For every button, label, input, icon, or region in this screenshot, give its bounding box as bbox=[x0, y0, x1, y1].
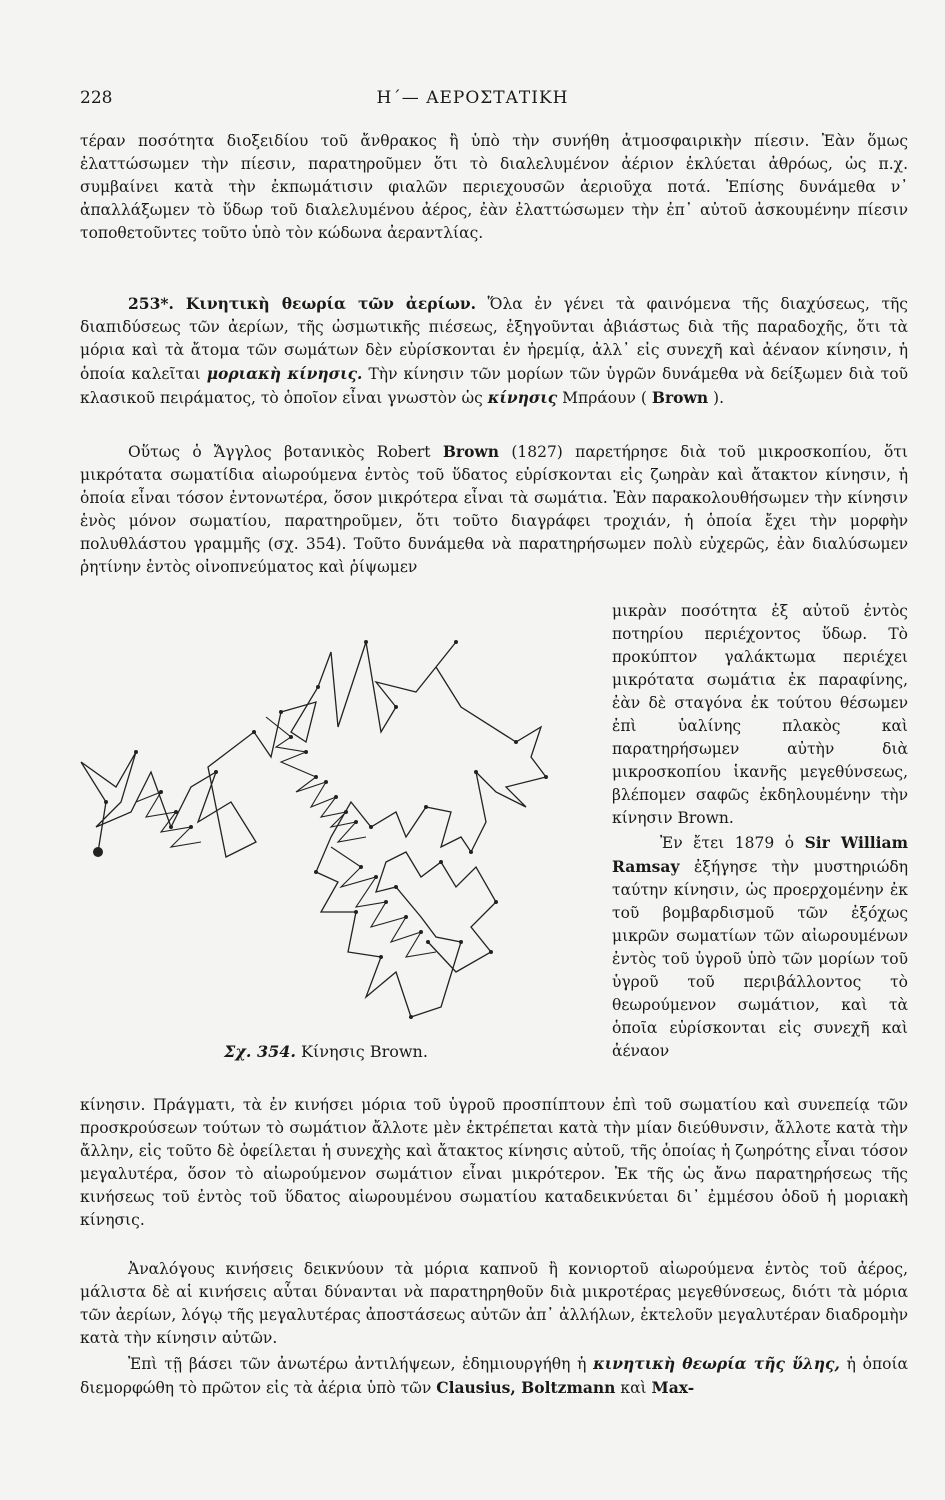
brownian-path-diagram bbox=[76, 612, 576, 1032]
paragraph-kinetic-theory: 253*. Κινητικὴ θεωρία τῶν ἀερίων. Ὅλα ἐν γένει τὰ φαινόμενα τῆς διαχύσεως, τῆς διαπιδύσεως τῶν ἀερίων, τῆς ὠσμωτικῆς πιέσεως, ἐξηγοῦνται ἀβιάστως διὰ τῆς παραδοχῆς, ὅτι τὰ μόρια καὶ τὰ ἄτομα τῶν σωμάτων δὲν εὑρίσκονται ἐν ἠρεμίᾳ, ἀλλ᾿ εἰς συνεχῆ καὶ ἀέναον κίνησιν, ἡ ὁποία καλεῖται μοριακὴ κίνησις. Τὴν κίνησιν τῶν μορίων τῶν ὑγρῶν δυνάμεθα νὰ δείξωμεν διὰ τοῦ κλασικοῦ πειράματος, τὸ ὁποῖον εἶναι γνωστὸν ὡς κίνησις Μπράουν ( Brown ). bbox=[80, 294, 908, 407]
paragraph-dissolved-gas: τέραν ποσότητα διοξειδίου τοῦ ἄνθρακος ἢ ὑπὸ τὴν συνήθη ἀτμοσφαιρικὴν πίεσιν. Ἐὰν ὅμως ἐλαττώσωμεν τὴν πίεσιν, παρατηροῦμεν ὅτι τὸ διαλελυμένον ἀέριον ἐκλύεται ἀθρόως, ὡς π.χ. συμβαίνει κατὰ τὴν ἐκπωμάτισιν φιαλῶν περιεχουσῶν ἀεριοῦχα ποτά. Ἐπίσης δυνάμεθα ν᾿ ἀπαλλάξωμεν τὸ ὕδωρ τοῦ διαλελυμένου ἀέρος, ἐὰν ἐλαττώσωμεν τὴν ἐπ᾿ αὐτοῦ ἀσκουμένην πίεσιν τοποθετοῦντες τοῦτο ὑπὸ τὸν κώδωνα ἀεραντλίας. bbox=[80, 132, 908, 242]
page-number: 228 bbox=[80, 88, 113, 108]
paragraph-ramsay: Ἐν ἔτει 1879 ὁ Sir William Ramsay ἐξήγησε τὴν μυστηριώδη ταύτην κίνησιν, ὡς προερχομένην ἐκ τοῦ βομβαρδισμοῦ τῶν ἐξόχως μικρῶν σωματίων τῶν αἰωρουμένων ἐντὸς τοῦ ὑγροῦ ὑπὸ τῶν μορίων τοῦ ὑγροῦ τοῦ περιβάλλοντος τὸ θεωρούμενον σωμάτιον, καὶ τὰ ὁποῖα εὑρίσκονται εἰς συνεχῆ καὶ ἀέναον bbox=[612, 833, 908, 1060]
figure-caption bbox=[224, 1042, 428, 1061]
page-header bbox=[80, 88, 865, 112]
brownian-cluster-1 bbox=[266, 717, 366, 842]
running-title: Η΄— ΑΕΡΟΣΤΑΤΙΚΗ bbox=[376, 88, 569, 108]
paragraph-robert-brown: Οὕτως ὁ Ἄγγλος βοτανικὸς Robert Brown (1827) παρετήρησε διὰ τοῦ μικροσκοπίου, ὅτι μικρότατα σωματίδια αἰωρούμενα ἐντὸς τοῦ ὕδατος εὑρίσκονται εἰς ζωηρὰν καὶ ἄτακτον κίνησιν, ἡ ὁποία εἶναι τόσον ἐντονωτέρα, ὅσον μικρότερα εἶναι τὰ σωμάτια. Ἐὰν παρακολουθήσωμεν τὴν κίνησιν ἑνὸς μόνον σωματίου, παρατηροῦμεν, ὅτι τοῦτο διαγράφει τροχιάν, ἡ ὁποία ἔχει τὴν μορφὴν πολυθλάστου γραμμῆς (σχ. 354). Τοῦτο δυνάμεθα νὰ παρατηρήσωμεν πολὺ εὐχερῶς, ἐὰν διαλύσωμεν ῥητίνην ἐντὸς οἰνοπνεύματος καὶ ῥίψωμεν bbox=[80, 442, 908, 576]
figure-title: Κίνησις Brown. bbox=[295, 1042, 428, 1061]
term-kinetic-matter: κινητικὴ θεωρία τῆς ὕλης, bbox=[593, 1354, 840, 1373]
paragraph-collisions: κίνησιν. Πράγματι, τὰ ἐν κινήσει μόρια τοῦ ὑγροῦ προσπίπτουν ἐπὶ τοῦ σωματίου καὶ συνεπείᾳ τῶν προσκρούσεων τούτων τὸ σωμάτιον ἄλλοτε μὲν ἐκτρέπεται κατὰ τὴν μίαν διεύθυνσιν, ἄλλοτε κατὰ τὴν ἄλλην, εἰς τοῦτο δὲ ὀφείλεται ἡ συνεχὴς καὶ ἄτακτος κίνησις αὐτοῦ, τῆς ὁποίας ἡ ζωηρότης εἶναι τόσον μεγαλυτέρα, ὅσον τὸ αἰωρούμενον σωμάτιον εἶναι μικρότερον. Ἐκ τῆς ὡς ἄνω παρατηρήσεως τῆς κινήσεως τοῦ ἐντὸς τοῦ ὕδατος αἰωρουμένου σωματίου καταδεικνύεται δι᾿ ἐμμέσου ὁδοῦ ἡ μοριακὴ κίνησις. bbox=[80, 1096, 908, 1229]
term-molecular-motion: μοριακὴ κίνησις. bbox=[206, 364, 363, 383]
brownian-motion-figure bbox=[76, 612, 576, 1036]
brownian-cluster-2 bbox=[331, 847, 436, 957]
paragraph-emulsion: μικρὰν ποσότητα ἐξ αὐτοῦ ἐντὸς ποτηρίου περιέχοντος ὕδωρ. Τὸ προκύπτον γαλάκτωμα περιέχει μικρότατα σωμάτια ἐκ παραφίνης, ἐὰν δὲ σταγόνα ἐκ τούτου θέσωμεν ἐπὶ ὑαλίνης πλακὸς καὶ παρατηρήσωμεν αὐτὴν διὰ μικροσκοπίου ἱκανῆς μεγεθύνσεως, βλέπομεν σαφῶς ἐκδηλουμένην τὴν κίνησιν Brown. bbox=[612, 602, 908, 827]
start-dot bbox=[93, 847, 103, 857]
section-heading: 253*. Κινητικὴ θεωρία τῶν ἀερίων. bbox=[128, 294, 476, 313]
paragraph-kinetic-matter: Ἐπὶ τῇ βάσει τῶν ἀνωτέρω ἀντιλήψεων, ἐδημιουργήθη ἡ κινητικὴ θεωρία τῆς ὕλης, ἡ ὁποία διεμορφώθη τὸ πρῶτον εἰς τὰ ἀέρια ὑπὸ τῶν Clausius, Boltzmann καὶ Max- bbox=[80, 1354, 909, 1397]
paragraph-smoke: Ἀναλόγους κινήσεις δεικνύουν τὰ μόρια καπνοῦ ἢ κονιορτοῦ αἰωρούμενα ἐντὸς τοῦ ἀέρος, μάλιστα δὲ αἱ κινήσεις αὗται δύνανται νὰ παρατηρηθοῦν διὰ μικροτέρας μεγεθύνσεως, διότι τὰ μόρια τῶν ἀερίων, λόγῳ τῆς μεγαλυτέρας ἀποστάσεως αὐτῶν ἀπ᾿ ἀλλήλων, ἐκτελοῦν μεγαλυτέραν διαδρομὴν κατὰ τὴν κίνησιν αὐτῶν. bbox=[80, 1260, 908, 1347]
figure-number: Σχ. 354. bbox=[224, 1042, 296, 1061]
term-motion: κίνησις bbox=[487, 388, 558, 407]
brownian-path bbox=[81, 642, 546, 1017]
